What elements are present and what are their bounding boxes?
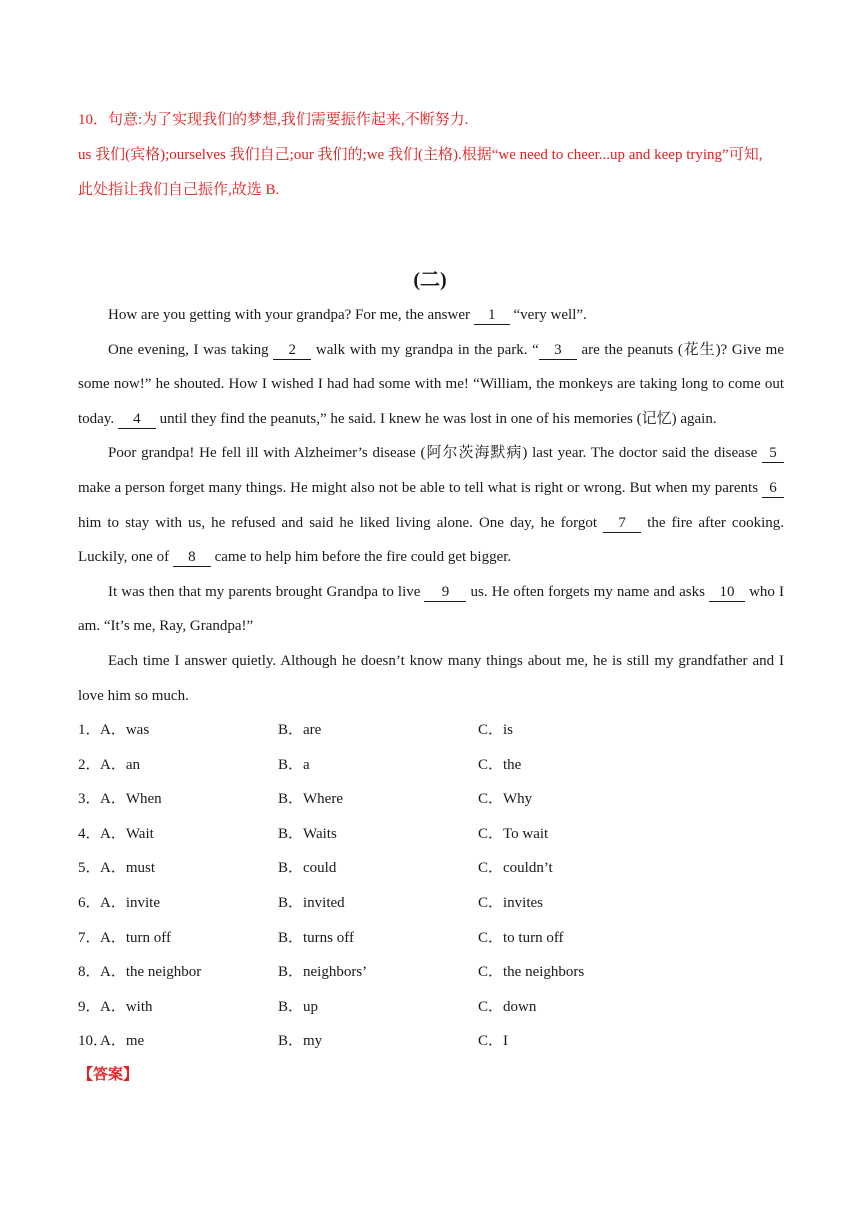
text: us. He often forgets my name and asks (466, 583, 710, 600)
text: until they find the peanuts,” he said. I knew he was lost in one of his memories (记忆) again. (155, 410, 717, 427)
option-row-10 (78, 1029, 784, 1064)
paragraph-5: Each time I answer quietly. Although he doesn’t know many things about me, he is still my grandfather and I love him so much. (78, 652, 784, 704)
paragraph-1 (78, 298, 784, 333)
option-a: A．with (100, 998, 153, 1015)
option-a: A．invite (100, 894, 160, 911)
paragraph-2 (78, 333, 784, 437)
option-row-7 (78, 926, 784, 961)
option-b: B．neighbors’ (278, 964, 368, 981)
question-number: 5． (78, 860, 101, 877)
answer-label: 【答案】 (78, 1067, 139, 1083)
option-row-3 (78, 787, 784, 822)
text: One evening, I was taking (108, 341, 274, 358)
blank-9: 9 (424, 584, 466, 602)
option-b: B．are (278, 722, 322, 738)
option-b: B．my (278, 1033, 323, 1050)
option-c: C．invites (478, 894, 544, 911)
options-list (78, 718, 784, 1064)
explanation-line-2: us 我们(宾格);ourselves 我们自己;our 我们的;we 我们(主格).根据“we need to cheer...up and keep trying”可知, (78, 147, 763, 163)
option-a: A．must (100, 860, 156, 877)
text: “very well”. (509, 307, 587, 323)
option-row-1 (78, 718, 784, 753)
blank-7: 7 (603, 515, 641, 533)
question-number: 9． (78, 998, 101, 1015)
text: It was then that my parents brought Grandpa to live (108, 583, 425, 600)
option-c: C．To wait (478, 825, 549, 842)
question-number: 2． (78, 756, 101, 773)
blank-3: 3 (539, 342, 577, 360)
text: came to help him before the fire could get bigger. (210, 549, 512, 566)
paragraph-3 (78, 436, 784, 574)
text: the fire after cooking. Luckily, one of (78, 514, 784, 566)
option-c: C．to turn off (478, 929, 564, 946)
option-row-6 (78, 891, 784, 926)
text: How are you getting with your grandpa? For me, the answer (108, 307, 474, 323)
blank-2: 2 (273, 342, 311, 360)
question-number: 4． (78, 825, 101, 842)
option-c: C．couldn’t (478, 860, 553, 877)
explanation-line-1: 10．句意:为了实现我们的梦想,我们需要振作起来,不断努力. (78, 112, 469, 128)
option-c: C．I (478, 1033, 509, 1050)
option-a: A．When (100, 791, 162, 808)
question-number: 7． (78, 929, 101, 946)
option-row-4 (78, 822, 784, 857)
blank-1: 1 (474, 307, 510, 325)
blank-6: 6 (762, 480, 784, 498)
option-row-9 (78, 995, 784, 1030)
explanation-line-3: 此处指让我们自己振作,故选 B. (78, 182, 280, 198)
option-b: B．Waits (278, 825, 337, 842)
option-row-8 (78, 960, 784, 995)
option-c: C．the (478, 756, 522, 773)
text: who I am. “It’s me, Ray, Grandpa!” (78, 583, 785, 635)
text: him to stay with us, he refused and said he liked living alone. One day, he forgot (78, 514, 604, 531)
blank-10: 10 (709, 584, 745, 602)
option-c: C．the neighbors (478, 964, 585, 981)
blank-4: 4 (118, 411, 156, 429)
passage (78, 298, 784, 713)
option-c: C．is (478, 722, 514, 738)
question-number: 1． (78, 722, 101, 738)
option-b: B．turns off (278, 929, 354, 946)
option-a: A．the neighbor (100, 964, 202, 981)
question-number: 6． (78, 894, 101, 911)
section-title: (二) (413, 269, 447, 291)
question-number: 10． (78, 1033, 109, 1050)
option-c: C．Why (478, 791, 533, 808)
option-b: B．could (278, 860, 337, 877)
text: walk with my grandpa in the park. “ (311, 341, 539, 358)
option-a: A．Wait (100, 825, 154, 842)
option-b: B．a (278, 756, 310, 773)
option-row-5 (78, 856, 784, 891)
option-b: B．Where (278, 791, 343, 808)
text: make a person forget many things. He might also not be able to tell what is right or wrong. But when my parents (78, 479, 762, 496)
option-c: C．down (478, 998, 537, 1015)
text: are the peanuts (花生)? Give me some now!” he shouted. How I wished I had had some with me! “William, the monkeys are taking long to come out today. (78, 341, 784, 427)
option-b: B．up (278, 998, 319, 1015)
blank-5: 5 (762, 445, 784, 463)
option-a: A．turn off (100, 929, 171, 946)
option-a: A．was (100, 722, 150, 738)
paragraph-4 (78, 575, 784, 644)
text: Poor grandpa! He fell ill with Alzheimer’s disease (阿尔茨海默病) last year. The doctor said the disease (108, 445, 762, 462)
question-number: 3． (78, 791, 101, 808)
blank-8: 8 (173, 549, 211, 567)
option-b: B．invited (278, 894, 345, 911)
question-number: 8． (78, 964, 101, 981)
option-a: A．me (100, 1033, 145, 1050)
option-row-2 (78, 753, 784, 788)
option-a: A．an (100, 756, 140, 773)
